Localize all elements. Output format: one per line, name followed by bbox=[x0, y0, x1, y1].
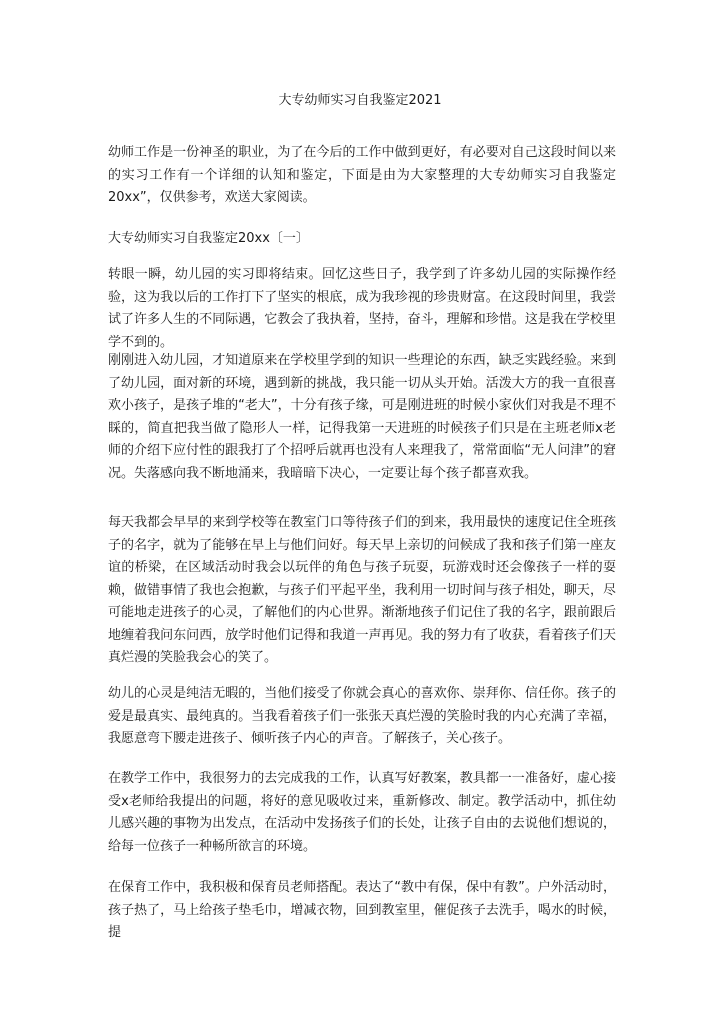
intro-paragraph: 幼师工作是一份神圣的职业，为了在今后的工作中做到更好，有必要对自己这段时间以来的实习工作有一个详细的认知和鉴定，下面是由为大家整理的大专幼师实习自我鉴定20xx”，仅供参考，欢送大家阅读。 bbox=[108, 145, 616, 205]
body-paragraph-1: 转眼一瞬，幼儿园的实习即将结束。回忆这些日子，我学到了许多幼儿园的实际操作经验，这为我以后的工作打下了坚实的根底，成为我珍视的珍贵财富。在这段时间里，我尝试了许多人生的不同际遇，它教会了我执着，坚持，奋斗，理解和珍惜。这是我在学校里学不到的。 bbox=[108, 267, 616, 350]
section-subtitle: 大专幼师实习自我鉴定20xx〔一〕 bbox=[108, 231, 309, 246]
body-paragraph-6: 在保育工作中，我积极和保育员老师搭配。表达了“教中有保，保中有教”。户外活动时，孩子热了，马上给孩子垫毛巾，增减衣物，回到教室里，催促孩子去洗手，喝水的时候，提 bbox=[108, 880, 616, 940]
body-paragraph-2: 刚刚进入幼儿园，才知道原来在学校里学到的知识一些理论的东西，缺乏实践经验。来到了幼儿园，面对新的环境，遇到新的挑战，我只能一切从头开始。活泼大方的我一直很喜欢小孩子，是孩子堆的“老大”，十分有孩子缘，可是刚进班的时候小家伙们对我是不理不睬的，简直把我当做了隐形人一样，记得我第一天进班的时候孩子们只是在主班老师x老师的介绍下应付性的跟我打了个招呼后就再也没有人来理我了，常常面临“无人问津”的窘况。失落感向我不断地涌来，我暗暗下决心，一定要让每个孩子都喜欢我。 bbox=[108, 353, 616, 481]
body-paragraph-5: 在教学工作中，我很努力的去完成我的工作，认真写好教案，教具都一一准备好，虚心接受x老师给我提出的问题，将好的意见吸收过来，重新修改、制定。教学活动中，抓住幼儿感兴趣的事物为出发点，在活动中发扬孩子们的长处，让孩子自由的去说他们想说的，给每一位孩子一种畅所欲言的环境。 bbox=[108, 771, 616, 854]
document-title: 大专幼师实习自我鉴定2021 bbox=[278, 93, 442, 108]
body-paragraph-4: 幼儿的心灵是纯洁无暇的，当他们接受了你就会真心的喜欢你、崇拜你、信任你。孩子的爱是最真实、最纯真的。当我看着孩子们一张张天真烂漫的笑脸时我的内心充满了幸福，我愿意弯下腰走进孩子、倾听孩子内心的声音。了解孩子，关心孩子。 bbox=[108, 686, 616, 746]
body-paragraph-3: 每天我都会早早的来到学校等在教室门口等待孩子们的到来，我用最快的速度记住全班孩子的名字，就为了能够在早上与他们问好。每天早上亲切的问候成了我和孩子们第一座友谊的桥梁，在区域活动时我会以玩伴的角色与孩子玩耍，玩游戏时还会像孩子一样的耍赖，做错事情了我也会抱歉，与孩子们平起平坐，我利用一切时间与孩子相处，聊天，尽可能地走进孩子的心灵，了解他们的内心世界。渐渐地孩子们记住了我的名字，跟前跟后地缠着我问东问西，放学时他们记得和我道一声再见。我的努力有了收获，看着孩子们天真烂漫的笑脸我会心的笑了。 bbox=[108, 515, 616, 665]
